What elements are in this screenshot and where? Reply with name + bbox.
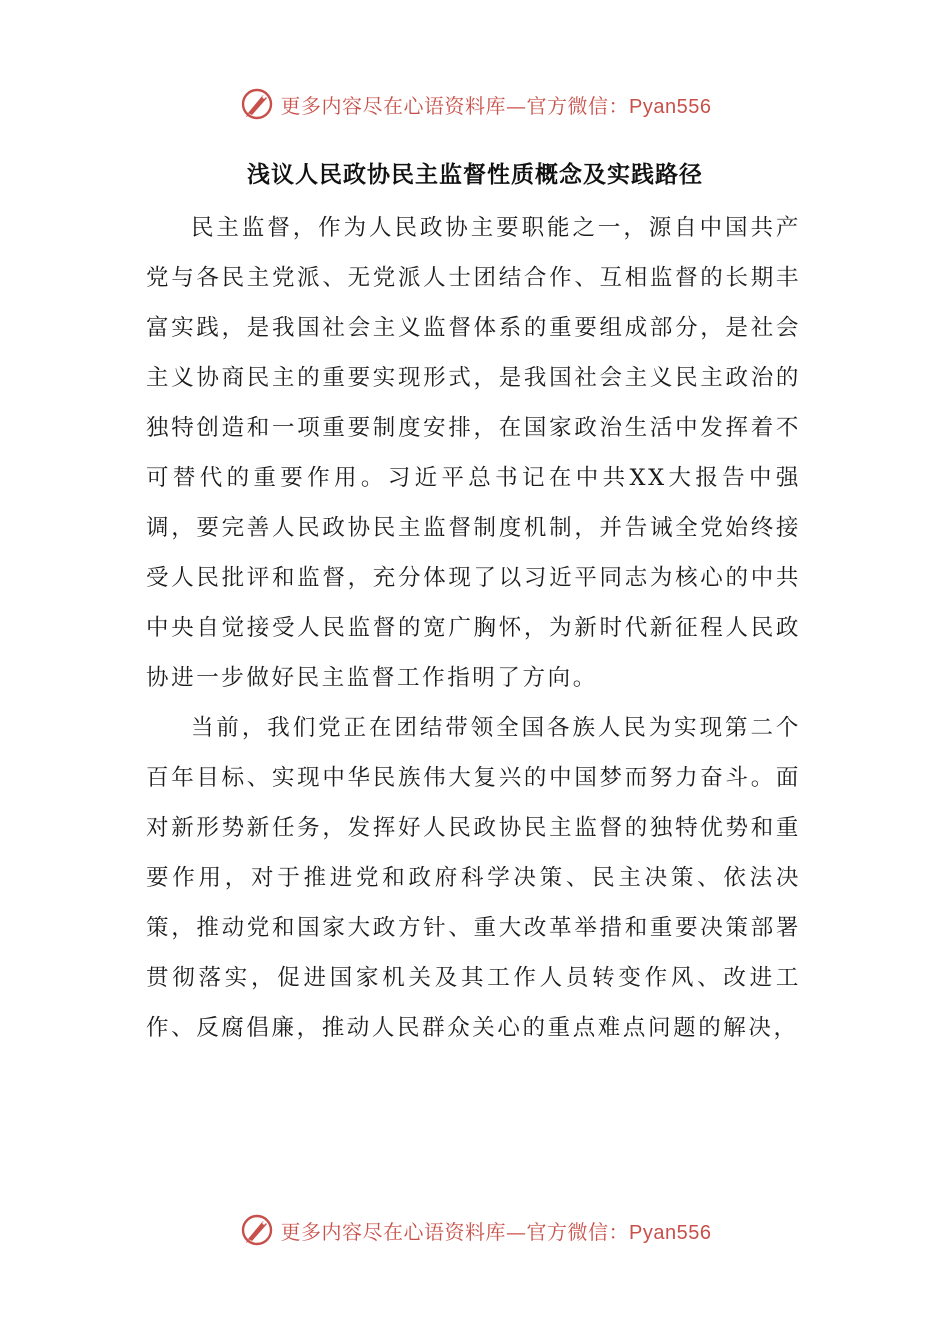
footer-watermark-banner (0, 1210, 950, 1250)
wechat-id: Pyan556 (629, 95, 712, 118)
wechat-id: Pyan556 (629, 1221, 712, 1244)
document-title: 浅议人民政协民主监督性质概念及实践路径 (247, 162, 703, 188)
paragraph-1: 民主监督，作为人民政协主要职能之一，源自中国共产党与各民主党派、无党派人士团结合作、互相监督的长期丰富实践，是我国社会主义监督体系的重要组成部分，是社会主义协商民主的重要实现形式，是我国社会主义民主政治的独特创造和一项重要制度安排，在国家政治生活中发挥着不可替代的重要作用。习近平总书记在中共XX大报告中强调，要完善人民政协民主监督制度机制，并告诫全党始终接受人民批评和监督，充分体现了以习近平同志为核心的中共中央自觉接受人民监督的宽广胸怀，为新时代新征程人民政协进一步做好民主监督工作指明了方向。 (146, 215, 801, 691)
paragraph-2: 当前，我们党正在团结带领全国各族人民为实现第二个百年目标、实现中华民族伟大复兴的中国梦而努力奋斗。面对新形势新任务，发挥好人民政协民主监督的独特优势和重要作用，对于推进党和政府科学决策、民主决策、依法决策，推动党和国家大政方针、重大改革举措和重要决策部署贯彻落实，促进国家机关及其工作人员转变作风、改进工作、反腐倡廉，推动人民群众关心的重点难点问题的解决， (146, 715, 801, 1041)
header-watermark-banner (0, 84, 950, 124)
banner-text: 更多内容尽在心语资料库—官方微信：Pyan556 (280, 93, 712, 118)
document-body (146, 203, 801, 1053)
pen-nib-circle-icon (239, 1212, 275, 1248)
banner-text: 更多内容尽在心语资料库—官方微信：Pyan556 (280, 1219, 712, 1244)
pen-nib-circle-icon (239, 86, 275, 122)
